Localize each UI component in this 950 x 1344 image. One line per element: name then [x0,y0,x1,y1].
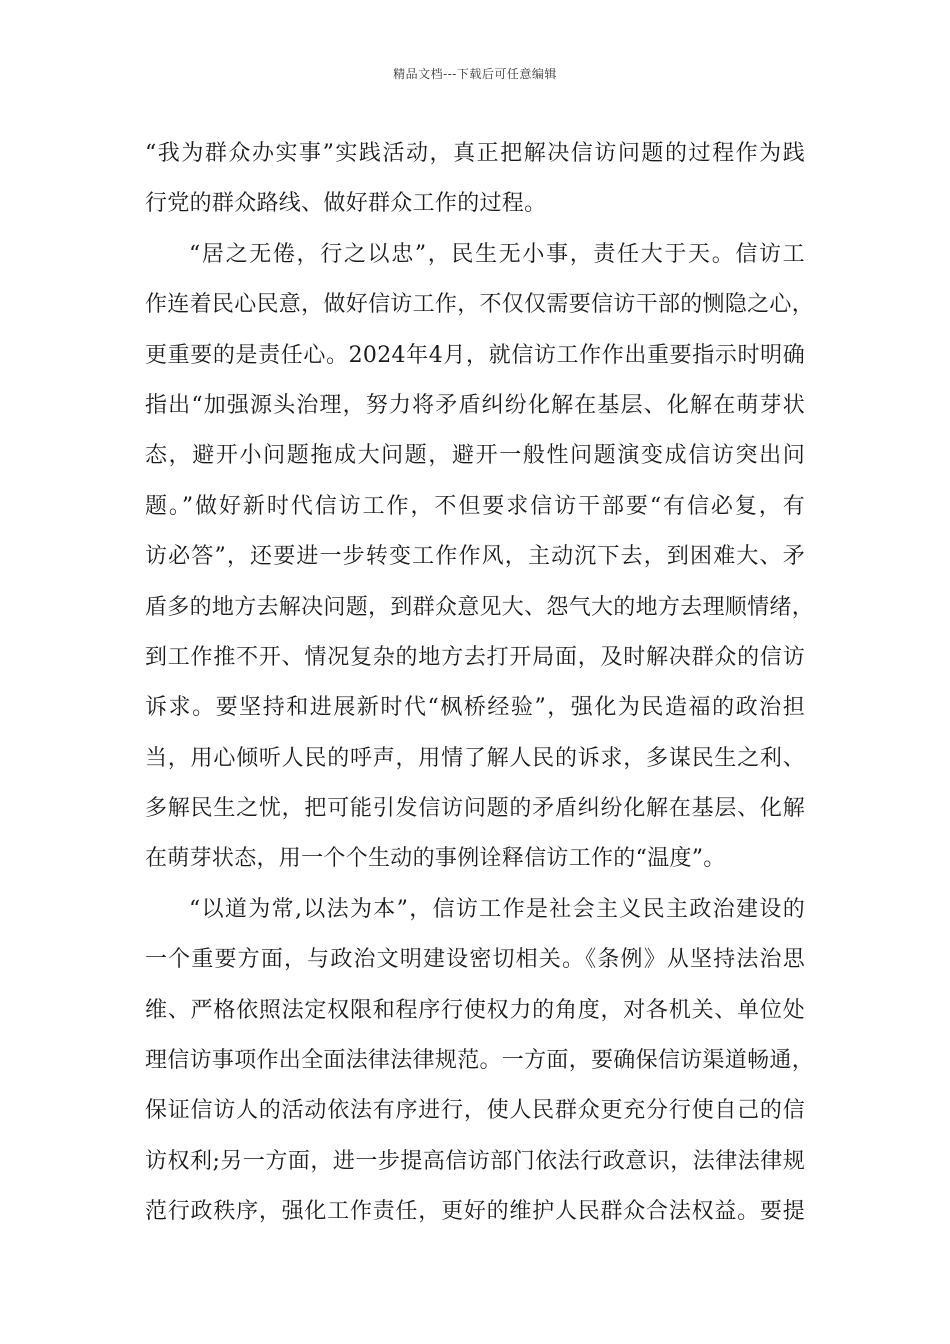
text-line: 一个重要方面，与政治文明建设密切相关。《条例》从坚持法治思 [145,947,805,973]
text-line: 在萌芽状态，用一个个生动的事例诠释信访工作的“温度”。 [145,846,726,872]
text-line: 多解民生之忧，把可能引发信访问题的矛盾纠纷化解在基层、化解 [145,796,805,822]
text-line: 维、严格依照法定权限和程序行使权力的角度，对各机关、单位处 [145,997,805,1023]
text-line: “我为群众办实事”实践活动，真正把解决信访问题的过程作为践 [145,141,805,166]
text-line: 范行政秩序，强化工作责任，更好的维护人民群众合法权益。要提 [145,1199,805,1225]
text-line: 保证信访人的活动依法有序进行，使人民群众更充分行使自己的信 [145,1098,805,1124]
text-line: 当，用心倾听人民的呼声，用情了解人民的诉求，多谋民生之利、 [145,745,805,771]
text-line: 题。”做好新时代信访工作，不但要求信访干部要“有信必复，有 [145,493,805,519]
text-line: 到工作推不开、情况复杂的地方去打开局面，及时解决群众的信访 [145,644,805,670]
text-line: 态，避开小问题拖成大问题，避开一般性问题演变成信访突出问 [145,443,805,469]
text-line: 访权利;另一方面，进一步提高信访部门依法行政意识，法律法律规 [145,1148,805,1174]
text-line: 访必答”，还要进一步转变工作作风，主动沉下去，到困难大、矛 [145,544,805,570]
text-line: 行党的群众路线、做好群众工作的过程。 [145,191,547,217]
text-line: 指出“加强源头治理，努力将矛盾纠纷化解在基层、化解在萌芽状 [145,392,805,418]
text-line: 诉求。要坚持和进展新时代“枫桥经验”，强化为民造福的政治担 [145,695,805,721]
text-line: “居之无倦，行之以忠”，民生无小事，责任大于天。信访工 [189,241,805,267]
document-body [145,129,815,1238]
text-line: 理信访事项作出全面法律法律规范。一方面，要确保信访渠道畅通， [145,1048,815,1074]
text-line: “以道为常,以法为本”，信访工作是社会主义民主政治建设的 [189,896,805,922]
page-header: 精品文档---下载后可任意编辑 [393,67,557,81]
text-line: 作连着民心民意，做好信访工作，不仅仅需要信访干部的恻隐之心， [145,292,815,318]
text-line: 盾多的地方去解决问题，到群众意见大、怨气大的地方去理顺情绪， [145,594,815,620]
text-line: 更重要的是责任心。2024年4月，就信访工作作出重要指示时明确 [145,342,805,368]
